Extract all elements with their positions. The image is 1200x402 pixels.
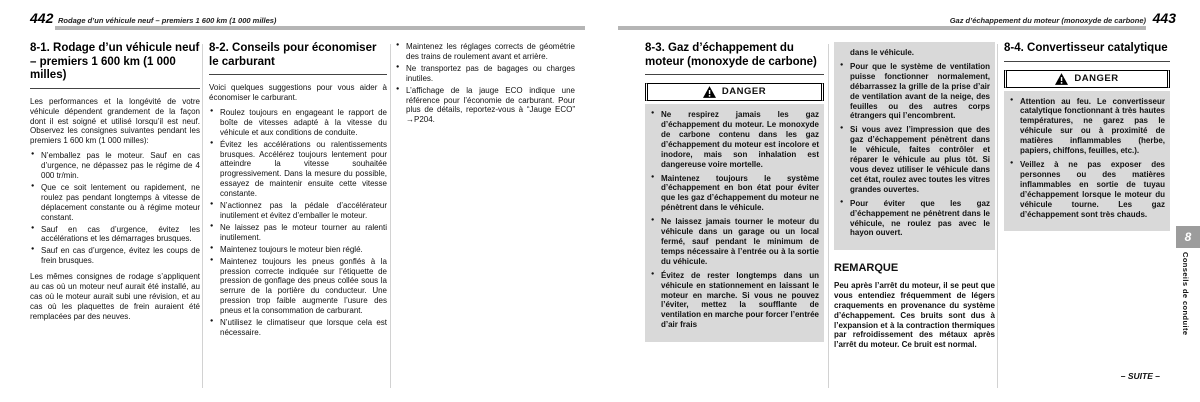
- danger-bullets-8-4: [1009, 97, 1165, 220]
- bullet-item: ● N’utilisez le climatiseur que lorsque cela est nécessaire.: [209, 318, 387, 338]
- bullet-item: ● Pour éviter que les gaz d’échappement ne pénètrent dans le véhicule, ne roulez pas avec le hayon ouvert.: [839, 199, 990, 239]
- danger-continuation-text: dans le véhicule.: [850, 48, 915, 57]
- bullet-item: ● Veillez à ne pas exposer des personnes ou des matières inflammables en sortie de tuyau d’échappement lorsque le moteur du véhicule tourne. Les gaz d’échappement sont très chauds.: [1009, 160, 1165, 219]
- bullet-item: ● Que ce soit lentement ou rapidement, ne roulez pas pendant longtemps à vitesse de déplacement constante ou à régime moteur constant.: [30, 183, 200, 223]
- bullet-item: ● Roulez toujours en engageant le rapport de boîte de vitesses adapté à la vitesse du véhicule et aux conditions de conduite.: [209, 108, 387, 138]
- column-8-3: [645, 42, 824, 342]
- danger-body-8-3-col2: [834, 42, 995, 250]
- bullet-item: ● Maintenez les réglages corrects de géométrie des trains de roulement avant et arrière.: [395, 42, 575, 62]
- page-number-right: 443: [1152, 10, 1176, 26]
- running-header-right: Gaz d’échappement du moteur (monoxyde de carbone): [949, 16, 1146, 25]
- danger-icon: [703, 86, 716, 98]
- bullet-item: ● Ne laissez jamais tourner le moteur du véhicule dans un garage ou un local fermé, sauf pendant le minimum de temps nécessaire à l’entrée ou à la sortie du véhicule.: [650, 217, 819, 267]
- chapter-tab: 8: [1176, 226, 1200, 248]
- remarque-heading: REMARQUE: [834, 262, 899, 275]
- danger-header-8-3: [645, 83, 824, 101]
- danger-header-8-4: [1004, 70, 1170, 88]
- section-heading-8-4: 8-4. Convertisseur catalytique: [1004, 42, 1170, 62]
- section-heading-8-1: 8-1. Rodage d’un véhicule neuf – premiers 1 600 km (1 000 milles): [30, 42, 200, 89]
- chapter-label-vertical: Conseils de conduite: [1181, 252, 1190, 336]
- bullet-item: ● Maintenez toujours le système d’échappement en bon état pour éviter que les gaz d’échappement du moteur ne pénètrent dans le véhicule.: [650, 174, 819, 214]
- section-8-1-outro: Les mêmes consignes de rodage s’appliquent au cas où un moteur neuf aurait été installé, au cas où le moteur aurait subi une révision, et au cas où les plaquettes de frein auraient été remplacées par des neuves.: [30, 272, 200, 321]
- danger-bullets-8-3a: [650, 110, 819, 330]
- bullet-list-8-2a: [209, 108, 387, 338]
- bullet-item: ● N’emballez pas le moteur. Sauf en cas d’urgence, ne dépassez pas le régime de 4 000 tr/min.: [30, 151, 200, 181]
- bullet-item: ● N’actionnez pas la pédale d’accélérateur inutilement et évitez d’emballer le moteur.: [209, 201, 387, 221]
- header-rule-right: [618, 26, 1146, 30]
- column-rule: [997, 44, 998, 388]
- remarque-text: Peu après l’arrêt du moteur, il se peut que vous entendiez fréquemment de légers craquements en provenance du système d’échappement. Ces bruits sont dus à l’expansion et à la contraction thermiques par refroidissement des métaux après l’arrêt du moteur. Ce bruit est normal.: [834, 280, 995, 350]
- bullet-item: ● Sauf en cas d’urgence, évitez les coups de frein brusques.: [30, 246, 200, 266]
- column-rule: [828, 44, 829, 388]
- column-8-2: [209, 42, 387, 340]
- bullet-item: ● Attention au feu. Le convertisseur catalytique fonctionnant à très hautes températures, ne garez pas le véhicule sur ou à proximité de matières inflammables (herbe, papiers, chiffons, feuilles, etc.).: [1009, 97, 1165, 156]
- danger-body-8-4: [1004, 91, 1170, 232]
- section-8-2-intro: Voici quelques suggestions pour vous aider à économiser le carburant.: [209, 83, 387, 103]
- danger-body-8-3-col1: [645, 104, 824, 342]
- danger-label: DANGER: [1074, 72, 1119, 84]
- bullet-item: ● Ne transportez pas de bagages ou charges inutiles.: [395, 64, 575, 84]
- bullet-item: ● Sauf en cas d’urgence, évitez les accélérations et les démarrages brusques.: [30, 225, 200, 245]
- column-8-2-continued: [395, 42, 575, 127]
- bullet-item: ● Maintenez toujours le moteur bien réglé.: [209, 245, 387, 255]
- running-header-left: Rodage d’un véhicule neuf – premiers 1 600 km (1 000 milles): [58, 16, 277, 25]
- column-8-1: [30, 42, 200, 327]
- bullet-item: ● Ne laissez pas le moteur tourner au ralenti inutilement.: [209, 223, 387, 243]
- column-8-3-continued: [834, 42, 995, 355]
- footer-suite: – SUITE –: [1120, 371, 1160, 381]
- column-8-4: [1004, 42, 1170, 231]
- danger-bullets-8-3b: [839, 62, 990, 238]
- danger-icon: [1055, 73, 1068, 85]
- bullet-item: ● Ne respirez jamais les gaz d’échappement du moteur. Le monoxyde de carbone contenu dans les gaz d’échappement du moteur est incolore et inodore, mais son inhalation est dangereuse voire mortelle.: [650, 110, 819, 169]
- section-8-1-intro: Les performances et la longévité de votre véhicule dépendent grandement de la façon dont il est soigné et utilisé lorsqu’il est neuf. Observez les consignes suivantes pendant les premiers 1 600 km (1 000 milles):: [30, 96, 200, 146]
- bullet-list-8-1: [30, 151, 200, 266]
- page-number-left: 442: [30, 10, 54, 26]
- bullet-item: ● Maintenez toujours les pneus gonflés à la pression correcte indiquée sur l’étiquette de pression de gonflage des pneus collée sous la serrure de la portière du conducteur. Une pression trop faible augmente l’usure des pneus et la consommation de carburant.: [209, 257, 387, 316]
- bullet-item: ● Évitez de rester longtemps dans un véhicule en stationnement en laissant le moteur en marche. Si vous ne pouvez l’éviter, mettez la soufflante de ventilation en marche pour forcer l’entrée d’air frais: [650, 271, 819, 330]
- header-rule-left: [55, 26, 585, 30]
- bullet-item: ● Pour que le système de ventilation puisse fonctionner normalement, débarrassez la grille de la prise d’air de ventilation avant de la neige, des feuilles ou des autres corps étrangers qui l’encombrent.: [839, 62, 990, 121]
- bullet-item: ● Évitez les accélérations ou ralentissements brusques. Accélérez toujours lentement pour atteindre la vitesse souhaitée progressivement. Dans la mesure du possible, essayez de maintenir ensuite cette vitesse constante.: [209, 140, 387, 199]
- bullet-item: ● Si vous avez l’impression que des gaz d’échappement pénètrent dans le véhicule, faites contrôler et réparer le véhicule au plus tôt. Si vous devez utiliser le véhicule dans cet état, roulez avec toutes les vitres grandes ouvertes.: [839, 125, 990, 194]
- bullet-item: ● L’affichage de la jauge ECO indique une référence pour l’économie de carburant. Pour plus de détails, reportez-vous à “Jauge ECO” →P204.: [395, 86, 575, 126]
- column-rule: [390, 44, 391, 388]
- column-rule: [202, 44, 203, 388]
- section-heading-8-2: 8-2. Conseils pour économiser le carburant: [209, 42, 387, 75]
- danger-label: DANGER: [721, 86, 767, 98]
- bullet-list-8-2b: [395, 42, 575, 125]
- section-heading-8-3: 8-3. Gaz d’échappement du moteur (monoxyde de carbone): [645, 42, 824, 75]
